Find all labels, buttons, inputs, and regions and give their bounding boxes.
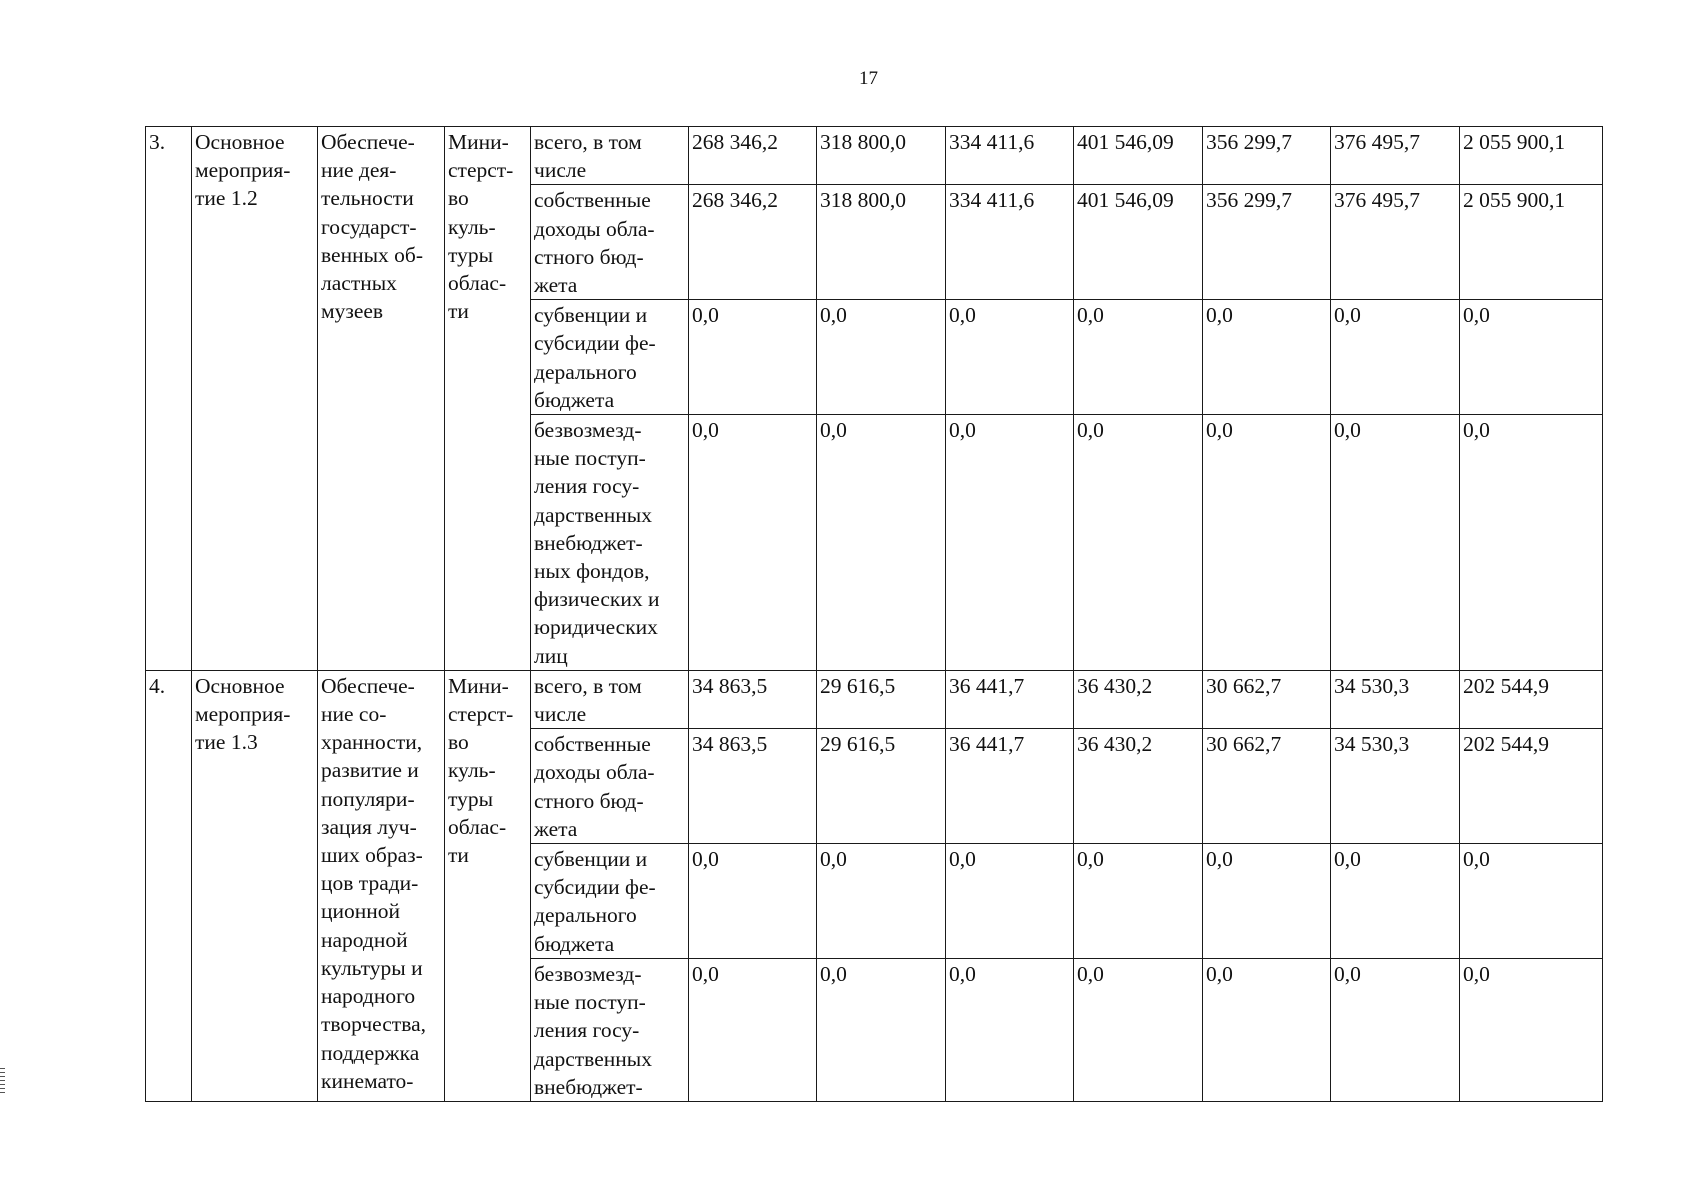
value-cell: 0,0 [1074,415,1203,671]
value-cell: 0,0 [689,415,817,671]
value-cell: 0,0 [1203,415,1331,671]
value-cell: 36 441,7 [946,729,1074,844]
funding-source-cell: субвенции и субсидии фе- дерального бюджета [531,300,689,415]
value-cell: 376 495,7 [1331,185,1460,300]
funding-source-cell: субвенции и субсидии фе- дерального бюджета [531,844,689,959]
value-cell: 268 346,2 [689,127,817,185]
table-row [146,670,1603,728]
scan-margin-mark [0,1068,5,1096]
value-cell: 0,0 [1203,844,1331,959]
value-cell: 0,0 [689,844,817,959]
value-cell: 30 662,7 [1203,729,1331,844]
value-cell: 29 616,5 [817,729,946,844]
value-cell: 34 530,3 [1331,670,1460,728]
row-number-cell: 4. [146,670,192,1101]
event-name-cell: Основное мероприя- тие 1.2 [192,127,318,671]
value-cell: 0,0 [1331,415,1460,671]
value-cell: 0,0 [817,844,946,959]
total-value-cell: 2 055 900,1 [1460,185,1603,300]
value-cell: 0,0 [689,300,817,415]
value-cell: 268 346,2 [689,185,817,300]
total-value-cell: 0,0 [1460,300,1603,415]
value-cell: 401 546,09 [1074,185,1203,300]
value-cell: 34 530,3 [1331,729,1460,844]
value-cell: 318 800,0 [817,185,946,300]
event-description-cell: Обеспече- ние дея- тельности государст- венных об- ластных музеев [318,127,445,671]
value-cell: 0,0 [1074,844,1203,959]
value-cell: 0,0 [817,958,946,1101]
value-cell: 0,0 [817,300,946,415]
total-value-cell: 0,0 [1460,415,1603,671]
value-cell: 0,0 [1331,300,1460,415]
value-cell: 30 662,7 [1203,670,1331,728]
value-cell: 0,0 [946,300,1074,415]
value-cell: 401 546,09 [1074,127,1203,185]
funding-source-cell: собственные доходы обла- стного бюд- жета [531,729,689,844]
total-value-cell: 202 544,9 [1460,670,1603,728]
value-cell: 36 430,2 [1074,729,1203,844]
value-cell: 334 411,6 [946,185,1074,300]
total-value-cell: 0,0 [1460,958,1603,1101]
funding-source-cell: собственные доходы обла- стного бюд- жета [531,185,689,300]
value-cell: 356 299,7 [1203,185,1331,300]
value-cell: 0,0 [1203,958,1331,1101]
total-value-cell: 0,0 [1460,844,1603,959]
value-cell: 0,0 [1331,958,1460,1101]
funding-source-cell: безвозмезд- ные поступ- ления госу- дарственных внебюджет- [531,958,689,1101]
value-cell: 0,0 [1331,844,1460,959]
value-cell: 0,0 [1203,300,1331,415]
value-cell: 376 495,7 [1331,127,1460,185]
value-cell: 36 441,7 [946,670,1074,728]
value-cell: 34 863,5 [689,729,817,844]
value-cell: 334 411,6 [946,127,1074,185]
total-value-cell: 202 544,9 [1460,729,1603,844]
value-cell: 356 299,7 [1203,127,1331,185]
funding-source-cell: всего, в том числе [531,127,689,185]
value-cell: 29 616,5 [817,670,946,728]
value-cell: 0,0 [946,415,1074,671]
funding-source-cell: всего, в том числе [531,670,689,728]
funding-source-cell: безвозмезд- ные поступ- ления госу- дарственных внебюджет- ных фондов, физических и юридических лиц [531,415,689,671]
event-name-cell: Основное мероприя- тие 1.3 [192,670,318,1101]
value-cell: 36 430,2 [1074,670,1203,728]
value-cell: 0,0 [689,958,817,1101]
event-description-cell: Обеспече- ние со- хранности, развитие и популяри- зация луч- ших образ- цов тради- ционной народной культуры и народного творчества, поддержка кинемато- [318,670,445,1101]
value-cell: 34 863,5 [689,670,817,728]
value-cell: 0,0 [1074,300,1203,415]
executor-cell: Мини- стерст- во куль- туры облас- ти [445,127,531,671]
total-value-cell: 2 055 900,1 [1460,127,1603,185]
table-row [146,127,1603,185]
funding-table [145,126,1603,1102]
value-cell: 0,0 [1074,958,1203,1101]
row-number-cell: 3. [146,127,192,671]
value-cell: 0,0 [946,958,1074,1101]
page-number: 17 [859,68,878,89]
executor-cell: Мини- стерст- во куль- туры облас- ти [445,670,531,1101]
value-cell: 318 800,0 [817,127,946,185]
value-cell: 0,0 [817,415,946,671]
value-cell: 0,0 [946,844,1074,959]
